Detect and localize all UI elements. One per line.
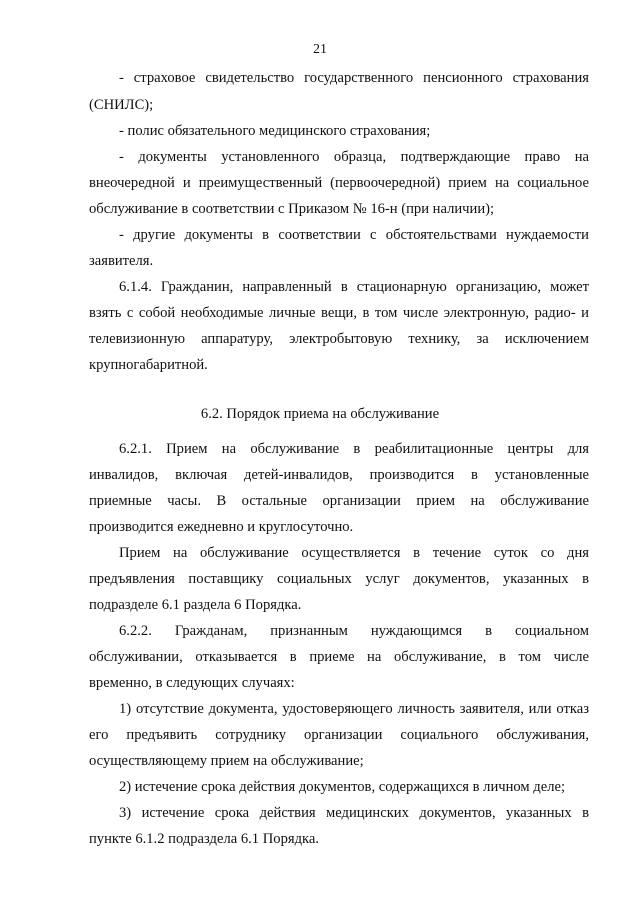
text-line: пункте 6.1.2 подраздела 6.1 Порядка.: [89, 831, 320, 847]
text-line: осуществляющему прием на обслуживание;: [89, 753, 364, 769]
text-line: обслуживании, отказывается в приеме на обслуживание, в том числе: [89, 649, 589, 665]
section-heading: 6.2. Порядок приема на обслуживание: [200, 406, 440, 422]
text-line: его предъявить сотруднику организации социального обслуживания,: [89, 727, 589, 743]
text-line: 3) истечение срока действия медицинских документов, указанных в: [119, 805, 589, 821]
text-line: инвалидов, включая детей-инвалидов, производится в установленные: [89, 467, 589, 483]
text-line: крупногабаритной.: [89, 357, 208, 373]
text-line: 6.2.1. Прием на обслуживание в реабилитационные центры для: [119, 441, 589, 457]
text-line: 1) отсутствие документа, удостоверяющего личность заявителя, или отказ: [119, 701, 589, 717]
text-line: Прием на обслуживание осуществляется в течение суток со дня: [119, 545, 589, 561]
text-line: обслуживание в соответствии с Приказом № 16-н (при наличии);: [89, 201, 495, 217]
text-line: телевизионную аппаратуру, электробытовую технику, за исключением: [89, 331, 589, 347]
text-line: временно, в следующих случаях:: [89, 675, 295, 691]
text-line: 6.1.4. Гражданин, направленный в стационарную организацию, может: [119, 279, 589, 295]
text-line: - страховое свидетельство государственного пенсионного страхования: [119, 70, 589, 86]
page-number: 21: [313, 42, 327, 57]
text-line: - другие документы в соответствии с обстоятельствами нуждаемости: [119, 227, 589, 243]
text-line: приемные часы. В остальные организации прием на обслуживание: [89, 493, 589, 509]
text-line: предъявления поставщику социальных услуг документов, указанных в: [89, 571, 589, 587]
text-line: (СНИЛС);: [89, 97, 154, 113]
text-line: производится ежедневно и круглосуточно.: [89, 519, 354, 535]
text-line: подразделе 6.1 раздела 6 Порядка.: [89, 597, 302, 613]
text-line: заявителя.: [89, 253, 154, 269]
text-line: - полис обязательного медицинского страхования;: [119, 123, 431, 139]
text-line: - документы установленного образца, подтверждающие право на: [119, 149, 589, 165]
text-line: взять с собой необходимые личные вещи, в том числе электронную, радио- и: [89, 305, 589, 321]
text-line: внеочередной и преимущественный (первоочередной) прием на социальное: [89, 175, 589, 191]
text-line: 6.2.2. Гражданам, признанным нуждающимся в социальном: [119, 623, 589, 639]
text-line: 2) истечение срока действия документов, содержащихся в личном деле;: [119, 779, 566, 795]
